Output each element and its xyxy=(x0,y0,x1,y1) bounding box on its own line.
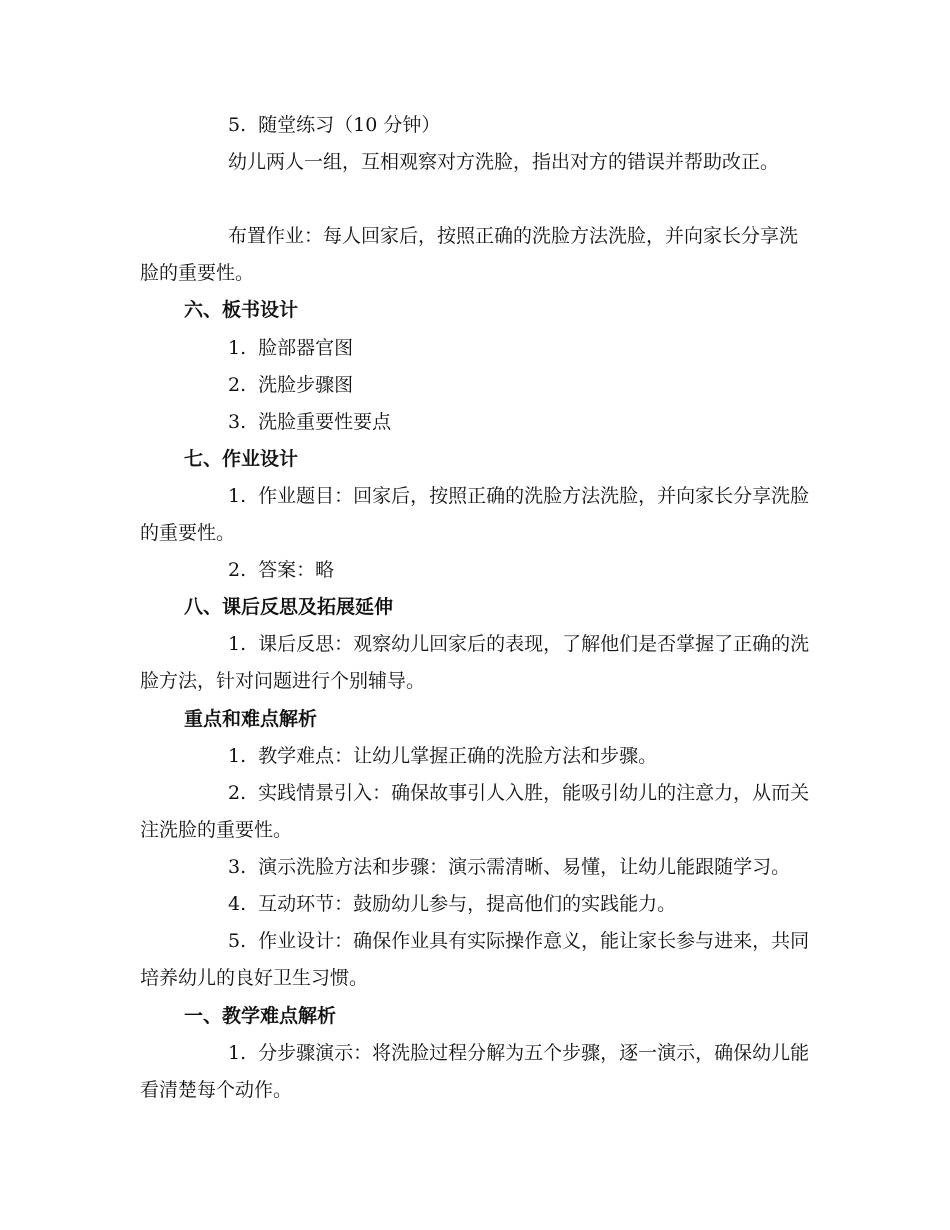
list-item xyxy=(140,923,810,997)
practice-item xyxy=(140,107,810,144)
item-number: 3. xyxy=(228,411,247,433)
item-text: 实践情景引入：确保故事引人入胜，能吸引幼儿的注意力，从而关注洗脸的重要性。 xyxy=(140,782,810,841)
section-heading-reflection xyxy=(140,589,810,626)
heading-text: 重点和难点解析 xyxy=(184,708,318,730)
heading-text: 六、板书设计 xyxy=(184,299,299,321)
item-text: 分步骤演示：将洗脸过程分解为五个步骤，逐一演示，确保幼儿能看清楚每个动作。 xyxy=(140,1042,810,1101)
item-number: 2. xyxy=(228,782,247,804)
item-text: 作业设计：确保作业具有实际操作意义，能让家长参与进来，共同培养幼儿的良好卫生习惯。 xyxy=(140,930,810,989)
list-item xyxy=(140,626,810,700)
list-item xyxy=(140,478,810,552)
list-item xyxy=(140,552,810,589)
item-number: 1. xyxy=(228,633,247,655)
item-text: 脸部器官图 xyxy=(258,337,354,359)
paragraph-text: 布置作业：每人回家后，按照正确的洗脸方法洗脸，并向家长分享洗脸的重要性。 xyxy=(140,225,799,284)
section-heading-homework xyxy=(140,441,810,478)
item-number: 2. xyxy=(228,374,247,396)
paragraph-text: 幼儿两人一组，互相观察对方洗脸，指出对方的错误并帮助改正。 xyxy=(228,151,780,173)
item-text: 教学难点：让幼儿掌握正确的洗脸方法和步骤。 xyxy=(258,745,658,767)
item-number: 1. xyxy=(228,485,247,507)
section-heading-difficulty xyxy=(140,998,810,1035)
item-number: 1. xyxy=(228,337,247,359)
list-item xyxy=(140,1035,810,1109)
item-number: 5. xyxy=(228,114,247,136)
section-heading-blackboard xyxy=(140,292,810,329)
item-text: 课后反思：观察幼儿回家后的表现，了解他们是否掌握了正确的洗脸方法，针对问题进行个别辅导。 xyxy=(140,633,810,692)
item-number: 1. xyxy=(228,745,247,767)
homework-assignment xyxy=(140,218,810,292)
item-number: 5. xyxy=(228,930,247,952)
heading-text: 八、课后反思及拓展延伸 xyxy=(184,596,394,618)
heading-text: 一、教学难点解析 xyxy=(184,1005,337,1027)
list-item xyxy=(140,886,810,923)
list-item xyxy=(140,367,810,404)
item-text: 随堂练习（10 分钟） xyxy=(258,114,441,136)
item-text: 洗脸重要性要点 xyxy=(258,411,392,433)
item-number: 2. xyxy=(228,559,247,581)
item-number: 1. xyxy=(228,1042,247,1064)
item-text: 互动环节：鼓励幼儿参与，提高他们的实践能力。 xyxy=(258,893,677,915)
item-number: 4. xyxy=(228,893,247,915)
practice-description xyxy=(140,144,810,181)
item-number: 3. xyxy=(228,856,247,878)
item-text: 演示洗脸方法和步骤：演示需清晰、易懂，让幼儿能跟随学习。 xyxy=(258,856,791,878)
heading-text: 七、作业设计 xyxy=(184,448,299,470)
list-item xyxy=(140,738,810,775)
item-text: 洗脸步骤图 xyxy=(258,374,354,396)
item-text: 作业题目：回家后，按照正确的洗脸方法洗脸，并向家长分享洗脸的重要性。 xyxy=(140,485,810,544)
list-item xyxy=(140,849,830,886)
list-item xyxy=(140,404,810,441)
list-item xyxy=(140,330,810,367)
section-heading-key-points xyxy=(140,701,810,738)
item-text: 答案：略 xyxy=(258,559,335,581)
list-item xyxy=(140,775,810,849)
